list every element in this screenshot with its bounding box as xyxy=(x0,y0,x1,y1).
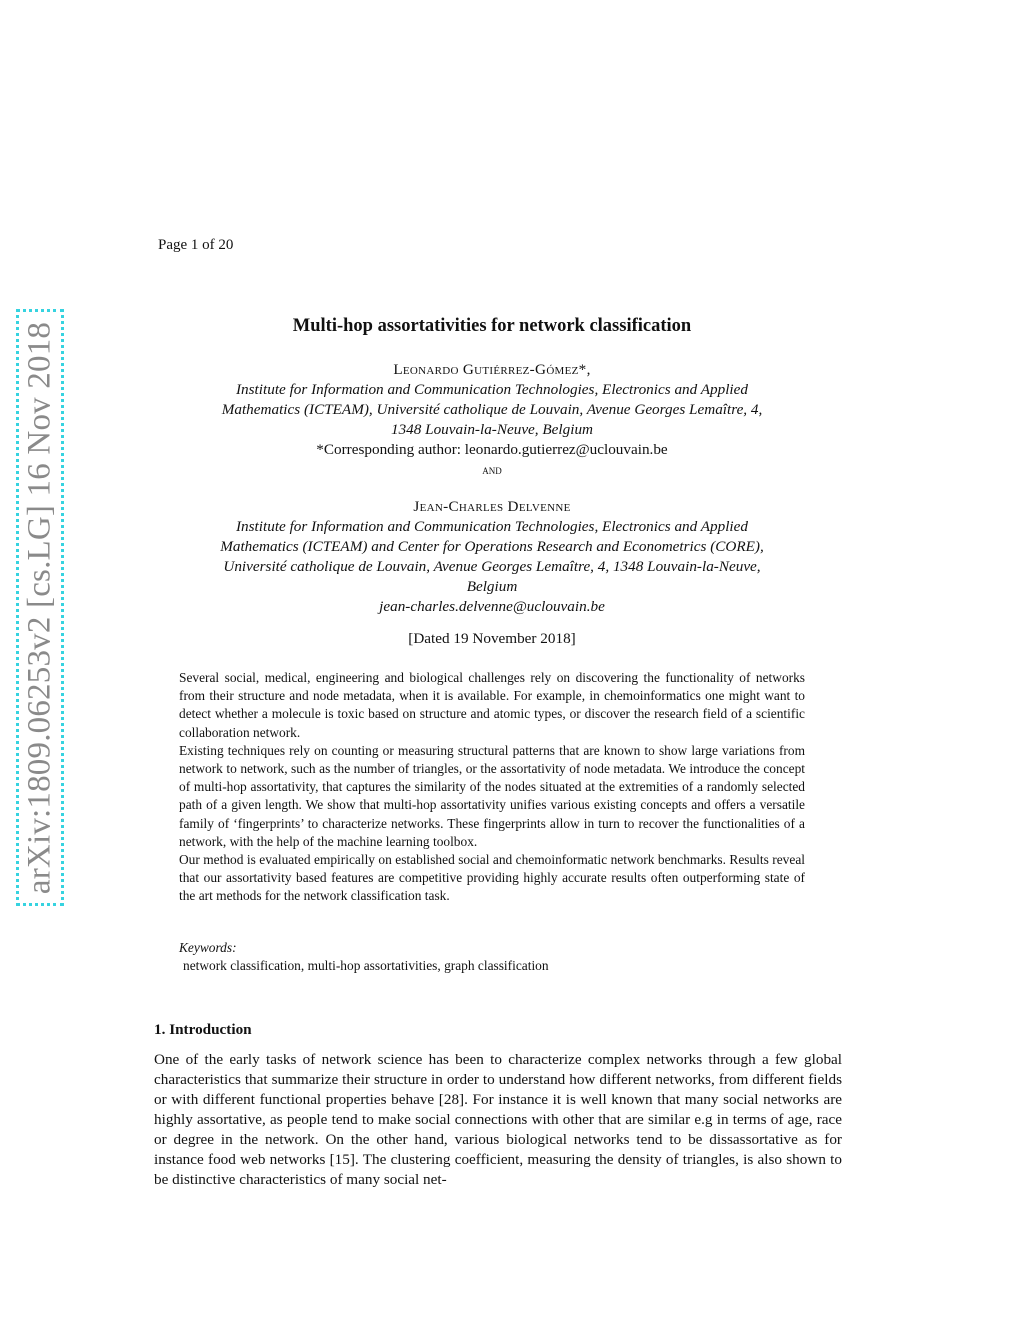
author1-affiliation-line: Institute for Information and Communication Technologies, Electronics and Applied xyxy=(236,381,748,398)
author2-email: jean-charles.delvenne@uclouvain.be xyxy=(379,598,605,615)
intro-paragraph: One of the early tasks of network science has been to characterize complex networks through a few global characteristics that summarize their structure in order to understand how different networks, from different fields or with different functional properties behave [28]. For instance it is well known that many social networks are highly assortative, as people tend to make social connections with other that are similar e.g in terms of age, race or degree in the network. On the other hand, various biological networks tend to be dissassortative as for instance food web networks [15]. The clustering coefficient, measuring the density of triangles, is also shown to be distinctive characteristics of many social net- xyxy=(154,1051,842,1188)
author1-block xyxy=(160,360,824,480)
author1-affiliation-line: 1348 Louvain-la-Neuve, Belgium xyxy=(390,421,594,438)
keywords-list: network classification, multi-hop assortativities, graph classification xyxy=(183,958,549,973)
corresponding-author: *Corresponding author: leonardo.gutierrez@uclouvain.be xyxy=(316,441,668,458)
paper-title: Multi-hop assortativities for network classification xyxy=(292,316,692,336)
arxiv-stamp xyxy=(16,309,64,906)
author2-block xyxy=(160,497,824,617)
author2-affiliation-line: Institute for Information and Communication Technologies, Electronics and Applied xyxy=(236,518,748,535)
author2-name: Jean-Charles Delvenne xyxy=(413,498,571,515)
arxiv-identifier: arXiv:1809.06253v2 [cs.LG] 16 Nov 2018 xyxy=(21,321,58,894)
dated-line: [Dated 19 November 2018] xyxy=(408,630,576,647)
and-separator: and xyxy=(482,462,502,477)
abstract-paragraph: Several social, medical, engineering and biological challenges rely on discovering the functionality of networks from their structure and node metadata, when it is available. For example, in chemoinformatics one might want to detect whether a molecule is toxic based on structure and atomic types, or discover the research field of a scientific collaboration network. xyxy=(179,670,805,740)
page-number-label: Page 1 of 20 xyxy=(158,237,234,253)
author1-name: Leonardo Gutiérrez-Gómez*, xyxy=(393,361,591,378)
introduction-body xyxy=(154,1050,842,1190)
section-heading-introduction: 1. Introduction xyxy=(154,1021,252,1038)
author2-affiliation-line: Belgium xyxy=(466,578,518,595)
keywords-label: Keywords: xyxy=(179,940,237,955)
author2-affiliation-line: Université catholique de Louvain, Avenue Georges Lemaître, 4, 1348 Louvain-la-Neuve, xyxy=(223,558,761,575)
author1-affiliation-line: Mathematics (ICTEAM), Université catholique de Louvain, Avenue Georges Lemaître, 4, xyxy=(221,401,763,418)
abstract xyxy=(179,669,805,906)
abstract-paragraph: Our method is evaluated empirically on established social and chemoinformatic network benchmarks. Results reveal that our assortativity based features are competitive providing highly accurate results often outperforming state of the art methods for the network classification task. xyxy=(179,852,805,904)
abstract-paragraph: Existing techniques rely on counting or measuring structural patterns that are known to show large variations from network to network, such as the number of triangles, or the assortativity of node metadata. We introduce the concept of multi-hop assortativity, that captures the similarity of the nodes situated at the extremities of a randomly selected path of a given length. We show that multi-hop assortativity unifies various existing concepts and offers a versatile family of ‘fingerprints’ to characterize networks. These fingerprints allow in turn to recover the functionalities of a network, with the help of the machine learning toolbox. xyxy=(179,742,805,849)
author2-affiliation-line: Mathematics (ICTEAM) and Center for Operations Research and Econometrics (CORE), xyxy=(220,538,764,555)
